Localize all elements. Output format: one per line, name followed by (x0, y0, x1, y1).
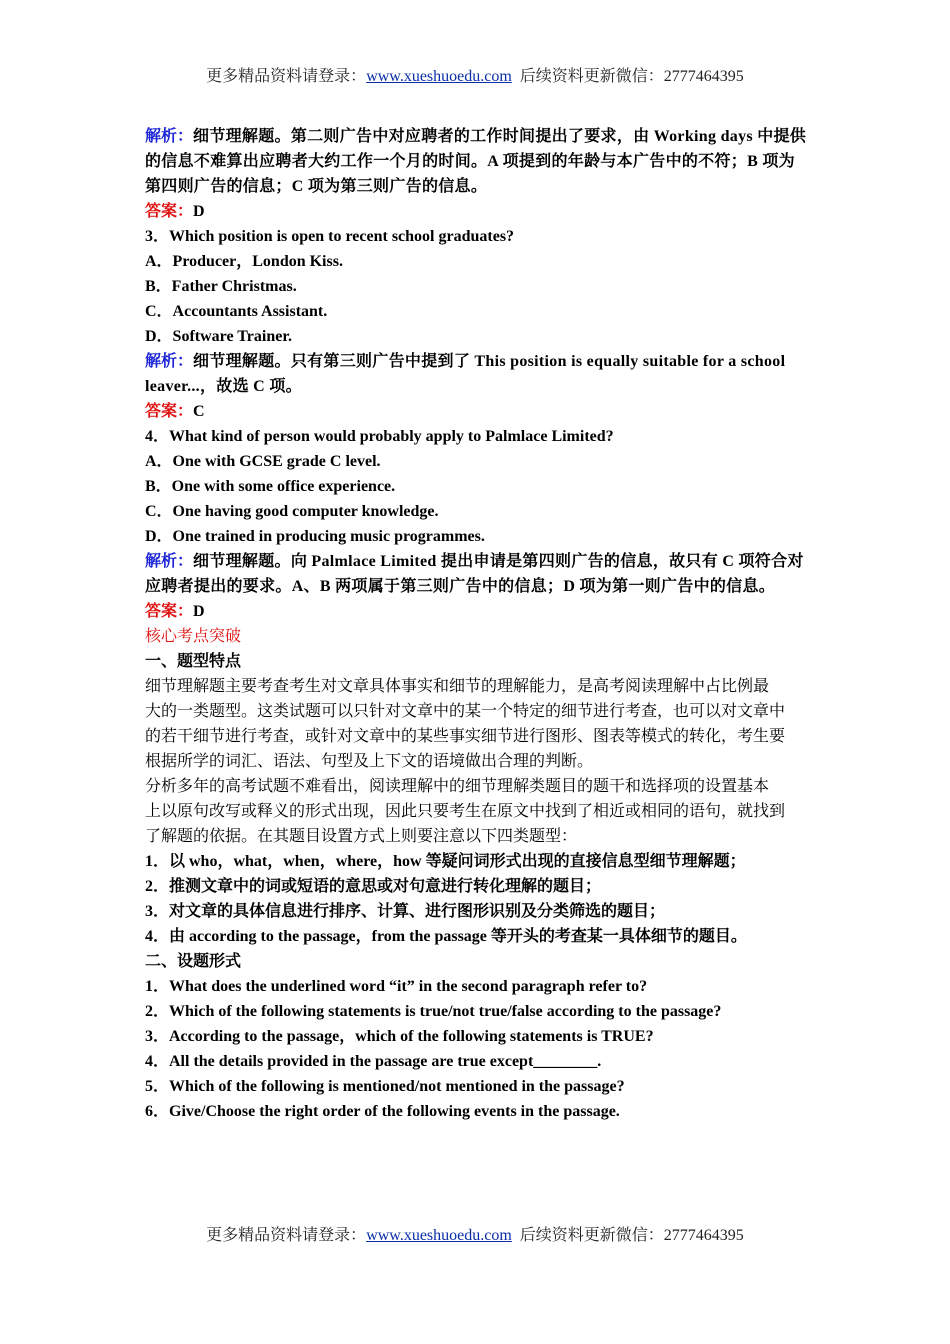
q3-analysis-line-1: 解析：细节理解题。只有第三则广告中提到了 This position is equally suitable for a school (145, 353, 786, 370)
q4-answer: 答案：D (145, 603, 205, 620)
document-body (145, 124, 810, 1124)
q3-analysis-line-2: leaver...，故选 C 项。 (145, 378, 302, 395)
para1-line-1: 细节理解题主要考查考生对文章具体事实和细节的理解能力，是高考阅读理解中占比例最 (145, 678, 770, 695)
q3-option-c: C．Accountants Assistant. (145, 303, 328, 320)
q3-option-d: D．Software Trainer. (145, 328, 292, 345)
page-footer (0, 1226, 950, 1246)
form-item-3: 3．According to the passage，which of the following statements is TRUE? (145, 1028, 654, 1045)
type-item-4: 4．由 according to the passage，from the passage 等开头的考查某一具体细节的题目。 (145, 928, 747, 945)
form-item-6: 6．Give/Choose the right order of the following events in the passage. (145, 1103, 620, 1120)
footer-link[interactable]: www.xueshuoedu.com (366, 1227, 512, 1244)
form-item-1: 1．What does the underlined word “it” in the second paragraph refer to? (145, 978, 648, 995)
header-link[interactable]: www.xueshuoedu.com (366, 68, 512, 85)
q3-option-b: B．Father Christmas. (145, 278, 297, 295)
type-item-1: 1．以 who，what，when，where，how 等疑问词形式出现的直接信息型细节理解题； (145, 853, 746, 870)
footer-prefix: 更多精品资料请登录： (206, 1227, 367, 1244)
section2-heading: 二、设题形式 (145, 953, 242, 970)
q3-option-a: A．Producer，London Kiss. (145, 253, 343, 270)
para2-line-1: 分析多年的高考试题不难看出，阅读理解中的细节理解类题目的题干和选择项的设置基本 (145, 778, 770, 795)
para1-line-3: 的若干细节进行考查，或针对文章中的某些事实细节进行图形、图表等模式的转化，考生要 (145, 728, 786, 745)
form-item-5: 5．Which of the following is mentioned/not mentioned in the passage? (145, 1078, 625, 1095)
q4-question: 4．What kind of person would probably apply to Palmlace Limited? (145, 428, 614, 445)
core-section-title: 核心考点突破 (145, 628, 242, 645)
q3-answer: 答案：C (145, 403, 205, 420)
q2-analysis-line-2: 的信息不难算出应聘者大约工作一个月的时间。A 项提到的年龄与本广告中的不符；B 项为 (145, 153, 795, 170)
form-item-4: 4．All the details provided in the passage are true except________. (145, 1053, 602, 1070)
q2-analysis-line-3: 第四则广告的信息；C 项为第三则广告的信息。 (145, 178, 488, 195)
q4-option-a: A．One with GCSE grade C level. (145, 453, 381, 470)
q2-answer: 答案：D (145, 203, 205, 220)
answer-label: 答案： (145, 203, 194, 220)
type-item-2: 2．推测文章中的词或短语的意思或对句意进行转化理解的题目； (145, 878, 602, 895)
analysis-label: 解析： (145, 353, 194, 370)
q4-option-c: C．One having good computer knowledge. (145, 503, 439, 520)
q2-analysis-line-1: 解析：细节理解题。第二则广告中对应聘者的工作时间提出了要求，由 Working days 中提供 (145, 128, 807, 145)
analysis-label: 解析： (145, 553, 194, 570)
answer-label: 答案： (145, 403, 194, 420)
q4-option-d: D．One trained in producing music programmes. (145, 528, 485, 545)
q4-option-b: B．One with some office experience. (145, 478, 396, 495)
answer-label: 答案： (145, 603, 194, 620)
footer-suffix: 后续资料更新微信：2777464395 (511, 1227, 744, 1244)
header-prefix: 更多精品资料请登录： (206, 68, 367, 85)
q3-question: 3．Which position is open to recent school graduates? (145, 228, 515, 245)
q4-analysis-line-1: 解析：细节理解题。向 Palmlace Limited 提出申请是第四则广告的信息，故只有 C 项符合对 (145, 553, 804, 570)
form-item-2: 2．Which of the following statements is true/not true/false according to the passage? (145, 1003, 722, 1020)
page-header (0, 67, 950, 87)
section1-heading: 一、题型特点 (145, 653, 242, 670)
q4-analysis-line-2: 应聘者提出的要求。A、B 两项属于第三则广告中的信息；D 项为第一则广告中的信息。 (145, 578, 776, 595)
para1-line-4: 根据所学的词汇、语法、句型及上下文的语境做出合理的判断。 (145, 753, 594, 770)
type-item-3: 3．对文章的具体信息进行排序、计算、进行图形识别及分类筛选的题目； (145, 903, 666, 920)
analysis-label: 解析： (145, 128, 194, 145)
para2-line-3: 了解题的依据。在其题目设置方式上则要注意以下四类题型： (145, 828, 578, 845)
header-suffix: 后续资料更新微信：2777464395 (511, 68, 744, 85)
para1-line-2: 大的一类题型。这类试题可以只针对文章中的某一个特定的细节进行考查，也可以对文章中 (145, 703, 786, 720)
para2-line-2: 上以原句改写或释义的形式出现，因此只要考生在原文中找到了相近或相同的语句，就找到 (145, 803, 786, 820)
